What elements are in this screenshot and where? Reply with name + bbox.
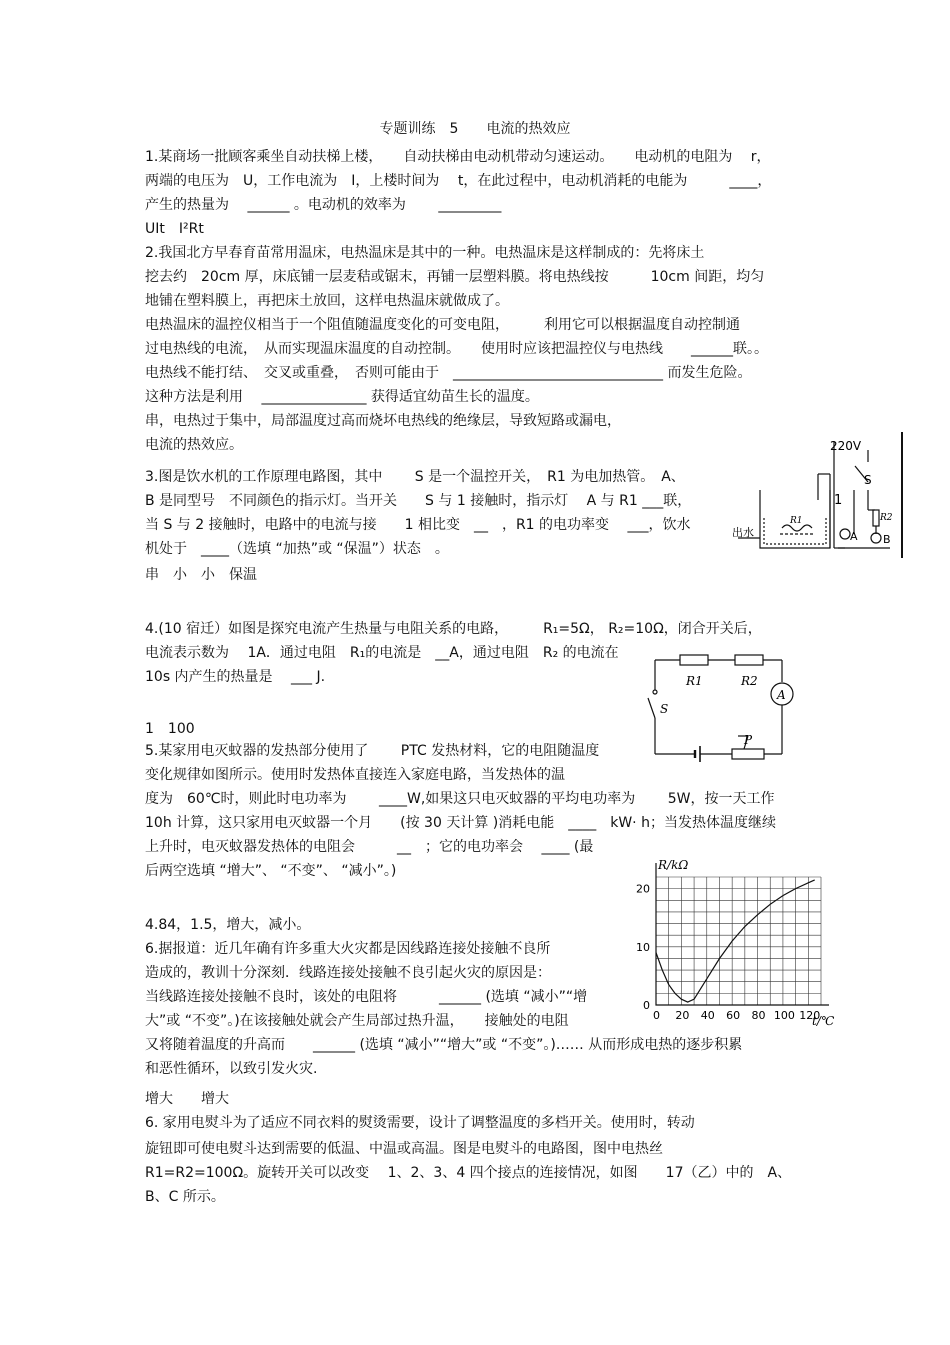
x-tick-label: 100 xyxy=(773,1009,795,1022)
x-tick-label: 120 xyxy=(799,1009,821,1022)
text-line: 5.某家用电灭蚊器的发热部分使用了 PTC 发热材料，它的电阻随温度 xyxy=(145,743,600,759)
outlet-label: 出水 xyxy=(732,526,754,539)
text-line: 当线路连接处接触不良时，该处的电阻将 ______ (选填 “减小”“增 xyxy=(145,989,588,1005)
text-line: R1=R2=100Ω。旋转开关可以改变 1、2、3、4 四个接点的连接情况，如图 17（乙）中的 A、 xyxy=(145,1165,792,1181)
text-line: B 是同型号 不同颜色的指示灯。当开关 S 与 1 接触时，指示灯 A 与 R1 ___联， xyxy=(145,493,692,509)
r1-label: R1 xyxy=(686,674,703,688)
text-line: 大”或 “不变”。)在该接触处就会产生局部过热升温， 接触处的电阻 xyxy=(145,1013,569,1029)
text-line: 这种方法是利用 _______________ 获得适宜幼苗生长的温度。 xyxy=(145,389,539,405)
x-axis-label: t/℃ xyxy=(812,1014,835,1028)
text-line: 3.图是饮水机的工作原理电路图，其中 S 是一个温控开关， R1 为电加热管。 A、 xyxy=(145,469,685,485)
r1-label: R1 xyxy=(790,516,803,526)
y-axis-label: R/kΩ xyxy=(658,858,689,872)
switch-label: S xyxy=(864,473,872,487)
text-line: 和恶性循环，以致引发火灾. xyxy=(145,1061,318,1077)
resistance-chart xyxy=(628,855,835,1030)
text-line: 串 小 小 保温 xyxy=(145,567,257,583)
text-line: 6.据报道：近几年确有许多重大火灾都是因线路连接处接触不良所 xyxy=(145,941,551,957)
ammeter-label: A xyxy=(777,688,786,702)
resistance-curve xyxy=(656,880,815,1002)
text-line: 又将随着温度的升高而 ______ (选填 “减小”“增大”或 “不变”。)…… 从而形成电热的逐步积累 xyxy=(145,1037,743,1053)
text-line: 串，电热过于集中，局部温度过高而烧坏电热线的绝缘层，导致短路或漏电， xyxy=(145,413,621,429)
text-line: 电流表示数为 1A．通过电阻 R₁的电流是 __A，通过电阻 R₂ 的电流在 xyxy=(145,645,619,661)
x-tick-label: 80 xyxy=(751,1009,766,1022)
text-line: UIt I²Rt xyxy=(145,221,204,237)
text-line: 过电热线的电流， 从而实现温床温度的自动控制。 使用时应该把温控仪与电热线 ______联。。 xyxy=(145,341,768,357)
text-line: 挖去约 20cm 厚，床底铺一层麦秸或锯末，再铺一层塑料膜。将电热线按 10cm 间距，均匀 xyxy=(145,269,765,285)
text-line: 地铺在塑料膜上，再把床土放回，这样电热温床就做成了。 xyxy=(145,293,509,309)
voltage-label: 220V xyxy=(830,439,862,453)
text-line: 变化规律如图所示。使用时发热体直接连入家庭电路，当发热体的温 xyxy=(145,767,565,783)
contact-label: 1 xyxy=(834,493,843,508)
axes xyxy=(656,863,829,1005)
text-line: 度为 60℃时，则此时电功率为 ____W,如果这只电灭蚊器的平均电功率为 5W，按一天工作 xyxy=(145,791,775,807)
x-tick-label: 0 xyxy=(653,1009,660,1022)
rheostat-label: P xyxy=(744,733,753,747)
text-line: 1 100 xyxy=(145,721,195,737)
lamp-a-label: A xyxy=(850,530,858,543)
text-line: 1.某商场一批顾客乘坐自动扶梯上楼， 自动扶梯由电动机带动匀速运动。 电动机的电阻为 r， xyxy=(145,149,771,165)
r2-label: R2 xyxy=(880,513,893,523)
y-tick-label: 10 xyxy=(636,940,650,954)
text-line: 增大 增大 xyxy=(145,1091,229,1107)
r2-label: R2 xyxy=(741,674,758,688)
text-line: 电流的热效应。 xyxy=(145,437,243,453)
text-line: 2.我国北方早春育苗常用温床，电热温床是其中的一种。电热温床是这样制成的：先将床土 xyxy=(145,245,705,261)
text-line: 后两空选填 “增大”、 “不变”、 “减小”。) xyxy=(145,863,397,879)
text-line: 4.(10 宿迁）如图是探究电流产生热量与电阻关系的电路， R₁=5Ω， R₂=10Ω，闭合开关后， xyxy=(145,621,762,637)
series-circuit-figure xyxy=(640,650,805,765)
text-line: 10s 内产生的热量是 ___ J. xyxy=(145,669,326,685)
x-tick-label: 40 xyxy=(700,1009,715,1022)
text-line: 两端的电压为 U，工作电流为 I，上楼时间为 t，在此过程中，电动机消耗的电能为 ____， xyxy=(145,173,772,189)
lamp-b-label: B xyxy=(883,533,891,546)
y-tick-label: 20 xyxy=(636,882,650,896)
page-title: 专题训练 5 电流的热效应 xyxy=(379,121,571,137)
water-dispenser-figure xyxy=(730,430,905,560)
text-line: 4.84，1.5，增大，减小。 xyxy=(145,917,311,933)
switch-label: S xyxy=(660,702,669,716)
text-line: 当 S 与 2 接触时，电路中的电流与接 1 相比变 __ ，R1 的电功率变 ___，饮水 xyxy=(145,517,691,533)
text-line: 产生的热量为 ______ 。电动机的效率为 _________ xyxy=(145,197,502,213)
x-tick-label: 60 xyxy=(726,1009,741,1022)
text-line: 10h 计算，这只家用电灭蚊器一个月 (按 30 天计算 )消耗电能 ____ kW· h；当发热体温度继续 xyxy=(145,815,776,831)
text-line: 机处于 ____（选填 “加热”或 “保温”）状态 。 xyxy=(145,541,449,557)
text-line: 6. 家用电熨斗为了适应不同衣料的熨烫需要，设计了调整温度的多档开关。使用时，转动 xyxy=(145,1115,695,1131)
text-line: B、C 所示。 xyxy=(145,1189,225,1205)
text-line: 电热线不能打结、 交叉或重叠， 否则可能由于 ______________________________ 而发生危险。 xyxy=(145,365,752,381)
text-line: 电热温床的温控仪相当于一个阻值随温度变化的可变电阻， 利用它可以根据温度自动控制通 xyxy=(145,317,740,333)
text-line: 造成的，教训十分深刻．线路连接处接触不良引起火灾的原因是： xyxy=(145,965,551,981)
x-tick-label: 20 xyxy=(675,1009,690,1022)
text-line: 上升时，电灭蚊器发热体的电阻会 __ ；它的电功率会 ____ (最 xyxy=(145,839,594,855)
y-tick-label: 0 xyxy=(643,999,650,1012)
text-line: 旋钮即可使电熨斗达到需要的低温、中温或高温。图是电熨斗的电路图，图中电热丝 xyxy=(145,1141,663,1157)
